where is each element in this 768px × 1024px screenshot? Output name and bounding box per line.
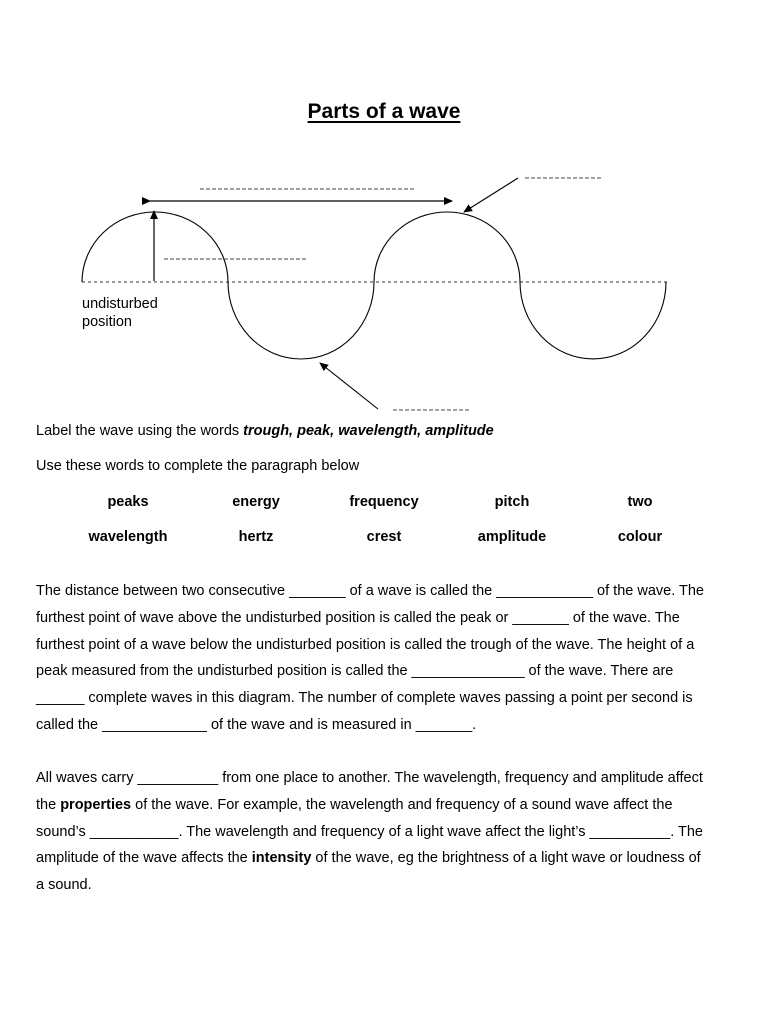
word-bank-item: pitch: [494, 494, 530, 510]
bold-term: properties: [60, 796, 132, 813]
paragraph-line: [36, 872, 736, 899]
label-instruction: [36, 423, 494, 439]
word-bank-item: energy: [232, 494, 280, 510]
text-segment: The distance between two consecutive _______ of a wave is called the ____________ of the wave. The: [36, 583, 704, 599]
page-title: Parts of a wave: [307, 100, 461, 123]
paragraph-wave-definitions: [36, 578, 736, 739]
text-segment: a sound.: [36, 877, 92, 894]
paragraph-line: [36, 765, 736, 792]
text-segment: All waves carry __________ from one place to another. The wavelength, frequency and amplitude affect: [36, 770, 703, 786]
text-segment: of the wave. For example, the wavelength and frequency of a sound wave affect the: [131, 796, 673, 813]
word-bank-item: frequency: [349, 494, 419, 510]
text-segment: sound’s ___________. The wavelength and frequency of a light wave affect the light’s __________. The: [36, 823, 703, 840]
paragraph-line: [36, 845, 736, 872]
text-segment: furthest point of a wave below the undisturbed position is called the trough of the wave. The height of a: [36, 636, 695, 653]
wave-curve: [82, 212, 666, 359]
wave-diagram: [0, 0, 768, 420]
text-segment: of the wave, eg the brightness of a light wave or loudness of: [311, 850, 701, 867]
paragraph-line: [36, 632, 736, 659]
word-bank: [64, 494, 704, 546]
undisturbed-label-line-1: undisturbed: [82, 296, 158, 312]
text-segment: ______ complete waves in this diagram. The number of complete waves passing a point per second is: [36, 690, 693, 707]
paragraph-wave-energy: [36, 765, 736, 899]
paragraph-line: [36, 685, 736, 712]
word-bank-item: hertz: [238, 529, 274, 545]
bold-term: intensity: [251, 850, 312, 867]
text-segment: peak measured from the undisturbed position is called the ______________ of the wave. There are: [36, 663, 674, 680]
paragraph-line: [36, 605, 736, 632]
trough-arrow: [320, 363, 378, 409]
paragraph-line: [36, 578, 736, 605]
undisturbed-label-line-2: position: [82, 314, 132, 330]
word-bank-item: wavelength: [88, 529, 168, 545]
paragraph-line: [36, 819, 736, 846]
label-instruction-words: trough, peak, wavelength, amplitude: [243, 423, 494, 439]
text-segment: called the _____________ of the wave and is measured in _______.: [36, 716, 477, 733]
text-segment: furthest point of wave above the undisturbed position is called the peak or _______ of the wave. The: [36, 609, 680, 626]
peak-arrow: [464, 178, 518, 212]
word-bank-item: amplitude: [477, 529, 547, 545]
word-bank-item: crest: [366, 529, 402, 545]
text-segment: the: [36, 796, 61, 813]
word-bank-item: two: [627, 494, 653, 510]
word-bank-item: peaks: [107, 494, 149, 510]
label-instruction-prefix: Label the wave using the words: [36, 423, 244, 439]
complete-instruction: Use these words to complete the paragraph below: [36, 458, 360, 474]
text-segment: amplitude of the wave affects the: [36, 850, 252, 867]
paragraph-line: [36, 712, 736, 739]
word-bank-item: colour: [617, 529, 663, 545]
paragraph-line: [36, 658, 736, 685]
paragraph-line: [36, 792, 736, 819]
